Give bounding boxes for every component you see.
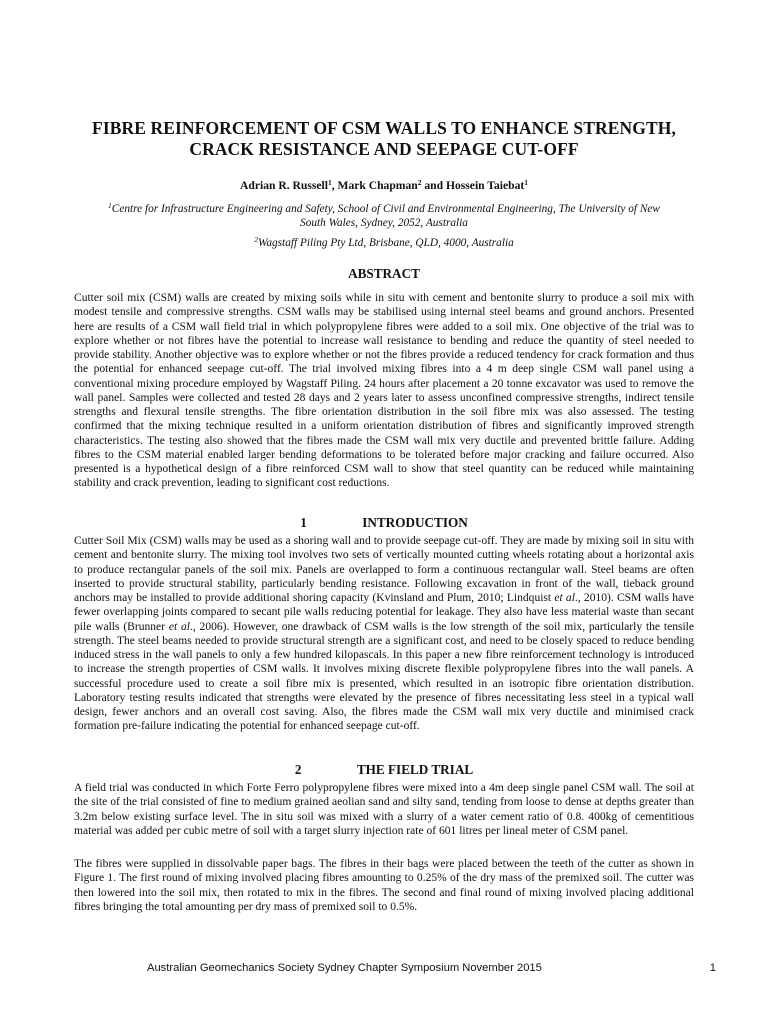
page-number: 1 bbox=[709, 962, 716, 974]
title-line-2: CRACK RESISTANCE AND SEEPAGE CUT-OFF bbox=[189, 139, 579, 159]
author-affiliation-marker: 1 bbox=[327, 178, 332, 187]
affiliation-1 bbox=[66, 203, 702, 230]
section-heading-field-trial bbox=[74, 762, 694, 778]
affiliation-2 bbox=[66, 237, 702, 251]
author-separator: , bbox=[331, 179, 338, 192]
citation-et-al: et al bbox=[168, 620, 190, 633]
author-affiliation-marker: 2 bbox=[417, 178, 422, 187]
affiliation-text: Wagstaff Piling Pty Ltd, Brisbane, QLD, 4000, Australia bbox=[257, 237, 514, 249]
affiliation-text: Centre for Infrastructure Engineering and Safety, School of Civil and Environmental Engineering, The University of New bbox=[111, 203, 660, 215]
author-name: Adrian R. Russell bbox=[240, 179, 328, 192]
abstract-heading: ABSTRACT bbox=[348, 266, 420, 281]
author-name: Mark Chapman bbox=[337, 179, 418, 192]
section-heading-introduction bbox=[74, 515, 694, 531]
citation-et-al: et al bbox=[554, 592, 575, 604]
title-line-1: FIBRE REINFORCEMENT OF CSM WALLS TO ENHANCE STRENGTH, bbox=[92, 118, 676, 138]
paragraph-text: Cutter Soil Mix (CSM) walls may be used as a shoring wall and to provide seepage cut-off. They are made by mixing soil in situ with cement and bentonite slurry. The mixing tool involves two sets of vertically mounted cutting wheels rotating about a horizontal axis to produce rectangular panels of the soil mix. Panels are overlapped to form a continuous rectangular wall. Steel beams are often inserted to provide structural stability, particularly bending resistance. Following excavation in front of the wall, tieback ground anchors may be installed to provide additional shoring capacity (Kvinsland and Plum, 2010; Lindquist bbox=[74, 535, 694, 604]
paragraph-text: ., 2010). CSM walls have fewer overlapping joints compared to secant pile walls reducing potential for leakage. They also have less material waste than secant pile walls (Brunner bbox=[74, 592, 694, 633]
author-separator: and bbox=[421, 179, 446, 192]
introduction-paragraph bbox=[74, 534, 694, 734]
abstract-text: Cutter soil mix (CSM) walls are created by mixing soils while in situ with cement and bentonite slurry to produce a soil mix with modest tensile and compressive strengths. CSM walls may be stabilised using internal steel beams and ground anchors. Presented here are results of a CSM wall field trial in which polypropylene fibres were added to a soil mix. One objective of the trial was to explore whether or not fibres have the potential to increase wall resistance to bending and reduce the quantity of steel needed to provide stability. Another objective was to explore whether or not the fibres provide a reduced tendency for crack formation and thus the potential for enhanced seepage cut-off. The trial involved mixing fibres into a 4 m deep single CSM wall panel using a conventional mixing procedure employed by Wagstaff Piling. 24 hours after placement a 20 tonne excavator was used to remove the wall panel. Samples were collected and tested 28 days and 2 years later to assess unconfined compressive strengths, indirect tensile strengths and flexural tensile strengths. The fibre orientation distribution in the soil fibre mix was also assessed. The testing confirmed that the mixing technique resulted in a uniform orientation distribution of fibres and significantly improved strength characteristics. The testing also showed that the fibres made the CSM wall mix very ductile and prevented brittle failure. Adding fibres to the CSM material enabled larger bending deformations to be tolerated before major cracking and failure occurred. Also presented is a hypothetical design of a fibre reinforced CSM wall to show that steel quantity can be reduced while maintaining stability and crack prevention, leading to significant cost reductions. bbox=[74, 292, 694, 490]
field-trial-paragraph-1: A field trial was conducted in which Forte Ferro polypropylene fibres were mixed into a 4m deep single panel CSM wall. The soil at the site of the trial consisted of fine to medium grained aeolian sand and silty sand, tending from loose to dense at depths greater than 3.2m below existing surface level. The in situ soil was mixed with a slurry of a water cement ratio of 0.8. 400kg of cementitious material was added per cubic metre of soil with a target slurry injection rate of 601 litres per lineal meter of CSM panel. bbox=[74, 782, 694, 837]
section-number: 2 bbox=[294, 762, 302, 777]
section-title: THE FIELD TRIAL bbox=[356, 762, 474, 777]
section-title: INTRODUCTION bbox=[362, 515, 468, 530]
affiliation-marker: 1 bbox=[108, 201, 112, 210]
affiliation-text: South Wales, Sydney, 2052, Australia bbox=[300, 216, 468, 229]
affiliation-marker: 2 bbox=[254, 235, 258, 244]
paragraph-text: ., 2006). However, one drawback of CSM walls is the low strength of the soil mix, particularly the tensile strength. The steel beams needed to provide structural strength are a significant cost, and need to be closely spaced to reduce bending induced stress in the wall panels to only a few hundred kilopascals. In this paper a new fibre reinforcement technology is introduced to increase the strength properties of CSM walls. It involves mixing discrete flexible polypropylene fibres into the wall panels. A successful procedure used to create a soil fibre mix is presented, which resulted in an isotropic fibre orientation distribution. Laboratory testing results indicated that strengths were elevated by the presence of fibres necessitating less steel in a typical wall design, fewer anchors and an overall cost saving. Also, the fibres made the CSM wall mix very ductile and minimised crack formation pre-failure indicating the potential for enhanced seepage cut-off. bbox=[74, 620, 695, 733]
page-footer: Australian Geomechanics Society Sydney Chapter Symposium November 2015 bbox=[147, 962, 542, 974]
field-trial-paragraph-2: The fibres were supplied in dissolvable paper bags. The fibres in their bags were placed between the teeth of the cutter as shown in Figure 1. The first round of mixing involved placing fibres amounting to 0.25% of the dry mass of the premixed soil. The cutter was then lowered into the soil mix, then rotated to mix in the fibres. The second and final round of mixing involved placing additional fibres bringing the total amounting per dry mass of premixed soil to 0.5%. bbox=[74, 858, 694, 913]
section-number: 1 bbox=[300, 515, 307, 530]
paper-title bbox=[80, 118, 688, 160]
author-name: Hossein Taiebat bbox=[445, 179, 525, 192]
author-affiliation-marker: 1 bbox=[524, 178, 528, 187]
author-list bbox=[80, 179, 688, 193]
